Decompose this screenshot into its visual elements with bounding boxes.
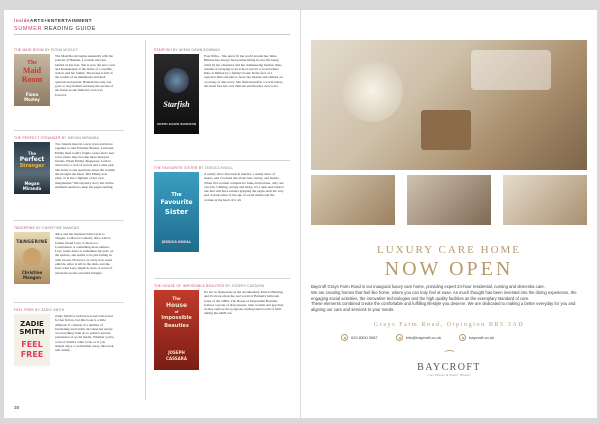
- book-cover: The House of Impossible Beauties JOSEPH CASSARA: [154, 290, 199, 370]
- review-text: A reality show that ends in murder, a reality show of sisters, and a twisted tale about lust, rivalry, and beauty. When five women compete for fame and fortune, only one can win. Chilling, savage and sharp, it's a dark and twisted tale that will have readers gripping the pages until the very end. A dark satire of the age of social media and the women at the heart of it all.: [204, 172, 284, 202]
- contact-phone[interactable]: [341, 334, 378, 341]
- right-page: [301, 10, 597, 418]
- ad-address: Grays Farm Road, Orpington BR5 3AD: [373, 322, 525, 328]
- book-cover: The Maid Room Fiona Mozley: [14, 54, 50, 106]
- ad-paragraph: We are creating homes that feel like home, where you can truly feel at ease. As much thought has been invested into the dining experience, the engaging social activities, the innovative technologies and the high quality facilities as the exemplary standard of care.: [311, 289, 577, 301]
- book-cover: The Favourite Sister JESSICA KNOLL: [154, 172, 199, 252]
- review-house-of-impossible-beauties: [154, 284, 294, 384]
- review-title: THE HOUSE OF IMPOSSIBLE BEAUTIES BY JOSEPH CASSARA: [154, 284, 265, 288]
- baycroft-logo: [389, 350, 509, 380]
- crest-icon: [444, 350, 455, 356]
- review-title: STARFISH BY AKEMI DAWN BOWMAN: [154, 48, 221, 52]
- review-text: The Maid Room begins unusually with the portrait of Hannah, a woman who has landed on her feet. She is now the new cook and housekeeper at the home of a wealthy widow and her family. The house is full of the sounds of its inhabitants and their quarrels and guests; Hannah has only one goal: to stay hidden and keep the secrets of the house as she finds her own way forward.: [55, 54, 115, 97]
- ad-headline-large: NOW OPEN: [384, 258, 514, 280]
- phone-icon: [341, 334, 348, 341]
- review-text: Four fifths... She never fit the world around her. Kiko Himura has always had trouble fitting in, her life being ruled by her obsessive and her domineering mother. Kiko dreams of escaping to art school, but it's a world where Kiko is limited by a family's bond. In the face of a rejection Kiko decides to leave her mother and embark on a journey of discovery. She finds herself in a world where she must face her own demons and find her own voice.: [204, 54, 283, 89]
- section-title-a: SUMMER: [14, 26, 43, 32]
- review-title: FEEL FREE BY ZADIE SMITH: [14, 308, 65, 312]
- review-perfect-stranger: [14, 136, 124, 206]
- phone-number: 020 8300 3987: [351, 335, 378, 340]
- logo-name: BAYCROFT: [417, 362, 481, 373]
- book-cover: ZADIE SMITH FEEL FREE: [14, 314, 50, 366]
- book-cover: TANGERINE Christine Mangan: [14, 232, 50, 284]
- masthead: [14, 18, 92, 23]
- column-divider: [145, 40, 146, 400]
- logo-tagline: Care Homes & Senior Villages: [427, 373, 471, 377]
- page-number: 38: [14, 405, 20, 410]
- review-feel-free: [14, 308, 124, 370]
- divider: [14, 302, 124, 303]
- contact-row: [341, 334, 587, 341]
- review-title: TANGERINE BY CHRISTINE MANGAN: [14, 226, 80, 230]
- book-cover: Starfish AKEMI DAWN BOWMAN: [154, 54, 199, 134]
- email-icon: [396, 334, 403, 341]
- review-maid-room: [14, 48, 124, 110]
- review-favourite-sister: [154, 166, 294, 266]
- section-title: [14, 26, 96, 32]
- review-title: THE FAVOURITE SISTER BY JESSICA KNOLL: [154, 166, 234, 170]
- thumb-photo-2: [407, 175, 491, 225]
- review-text: Zadie Smith is well known and well-loved for her fiction, but this book is a little different. It consists of a number of fascinating and totally unconnected essays on everything from art to politics and the prevalence of social media. Whether you're a fan of Smith's other work, or if you simply enjoy a wellwritten essay, this book will satisfy.: [55, 314, 114, 353]
- review-tangerine: [14, 226, 124, 288]
- section-title-b: READING GUIDE: [44, 26, 96, 32]
- ad-body: [311, 284, 587, 313]
- book-cover: The Perfect Stranger Megan Miranda: [14, 142, 50, 194]
- review-starfish: [154, 48, 294, 148]
- review-text: Two friends meet in a new town and move together to start Friendly Boston. Leah and Emmy meet Leah's fragile career and a new town where they become more than just friends. When Emmy disappears, Leah is drawn into a web of secrets and a dark past. She starts to ask questions about the woman she thought she knew. Did Emmy ever exist, or is she a figment of her own imagination? This mystery story has all the elements needed to keep the pages turning.: [55, 142, 115, 189]
- divider: [14, 220, 124, 221]
- divider: [154, 278, 290, 279]
- web-address: baycroft.co.uk: [469, 335, 495, 340]
- web-icon: [459, 334, 466, 341]
- left-page: [4, 10, 300, 418]
- divider: [14, 130, 124, 131]
- ad-paragraph: These elements combined create the comfortable and fulfilling lifestyle you deserve. We are dedicated to making a better everyday for you and aligning our care and services to your needs.: [311, 301, 576, 313]
- thumb-photo-1: [311, 175, 395, 225]
- masthead-brand: inside: [14, 18, 31, 23]
- hero-photo: [311, 40, 587, 170]
- email-address: info@baycroft.co.uk: [405, 335, 442, 340]
- review-title: THE PERFECT STRANGER BY MEGAN MIRANDA: [14, 136, 100, 140]
- review-text: Alice and her husband John travel to Tangier, to Morocco shortly after, Alice's former friend Lucy, is there too. Coincidence or something more sinister. Lucy wants Alice to remember the past; on the surface, she seems to be just falling in with excess. However, as every new event unfolds, Alice is left in the dark, and she fears what Lucy might do next. A novel of uncertain secrets and dark intrigue.: [55, 232, 114, 275]
- divider: [154, 160, 290, 161]
- ad-headline-small: LUXURY CARE HOME: [376, 244, 522, 256]
- masthead-section: ARTS+ENTERTAINMENT: [30, 18, 93, 23]
- review-text: It's not as mysterious as the documentary Paris is Burning, and it's more about the real world of Harlem's ballroom scene of the 1980s. The House of Impossible Beauties follows a group of drag queens, trans women and gay men as they explore the gorgeous, underground world of balls during the AIDS era.: [204, 290, 284, 316]
- ad-paragraph: Baycroft Grays Farm Road is our inaugural luxury care home, providing expert 24-hour residential, nursing and dementia care.: [311, 284, 545, 289]
- review-title: THE MAID ROOM BY FIONA MOZLEY: [14, 48, 79, 52]
- contact-email[interactable]: [396, 334, 441, 341]
- contact-web[interactable]: [459, 334, 494, 341]
- header-divider: [14, 34, 290, 35]
- thumb-photo-3: [503, 175, 587, 225]
